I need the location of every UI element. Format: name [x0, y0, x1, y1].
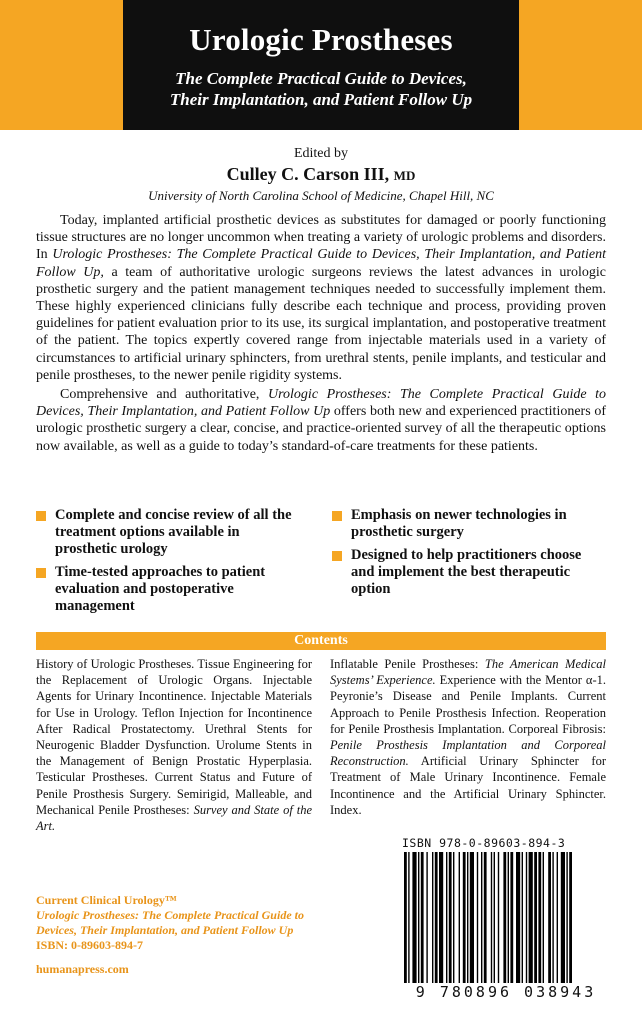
barcode-bar: [534, 852, 537, 984]
contents-column-right: [330, 656, 606, 818]
contents-text: History of Urologic Prostheses. Tissue Engineering for the Replacement of Urologic Organs. Injectable Agents for Urinary Incontinence. Injectable Materials for Use in Urology. Teflon Injection for Incontinence After Radical Prostatectomy. Urethral Stents for Neurogenic Bladder Dysfunction. Urolume Stents in the Management of Benign Prostatic Hyperplasia. Testicular Prostheses. Current Status and Future of Penile Prosthesis Surgery. Semirigid, Malleable, and Mechanical Penile Prostheses:: [36, 657, 312, 817]
barcode-bar: [538, 852, 541, 984]
contents-italic-text: Survey and State of the Art.: [36, 802, 312, 834]
desc-book-title: Urologic Prostheses: The Complete Practical Guide to Devices, Their Implantation, and Patient Follow Up,: [36, 247, 606, 280]
barcode-bar: [510, 852, 513, 984]
title-panel: [123, 0, 519, 130]
edited-by-label: Edited by: [293, 146, 349, 161]
description-paragraph-1: [36, 212, 606, 384]
barcode-bar: [449, 852, 452, 984]
barcode-bar: [548, 852, 551, 984]
series-title-line-2: Devices, Their Implantation, and Patient Follow Up: [36, 923, 294, 937]
barcode-bar: [543, 852, 544, 984]
barcode-bar: [526, 852, 527, 984]
contents-italic-text: Penile Prosthesis Implantation and Corporeal Reconstruction.: [330, 738, 606, 769]
publisher-url[interactable]: humanapress.com: [36, 962, 129, 976]
barcode-bar: [453, 852, 454, 984]
editor-degree: MD: [393, 168, 416, 183]
barcode-bar: [463, 852, 466, 984]
barcode-bar: [467, 852, 468, 984]
contents-text: Artificial Urinary Sphincter for Treatment of Male Urinary Incontinence. Female Incontinence and the Artificial Urinary Sphincter. Index.: [330, 754, 606, 817]
barcode-bar: [494, 852, 495, 984]
barcode-bar: [408, 852, 409, 984]
desc-text: Today, implanted artificial prosthetic devices as substitutes for damaged or poorly functioning tissue structures are no longer uncommon when treating a variety of urologic problems and disorders. In: [36, 213, 606, 263]
barcode-bar: [459, 852, 460, 984]
orange-square-icon: [332, 551, 342, 561]
series-isbn: ISBN: 0-89603-894-7: [36, 938, 143, 952]
barcode-bar: [418, 852, 419, 984]
desc-text: offers both new and experienced practitioners of urologic prosthetic surgery a clear, concise, and practice-oriented survey of all the therapeutic options now available, as well as a guide to today’s standard-of-care treatments for these patients.: [36, 404, 606, 454]
barcode-bar: [503, 852, 506, 984]
barcode-bar: [569, 852, 572, 984]
bullet-item: [332, 507, 608, 541]
barcode-bar: [470, 852, 474, 984]
orange-square-icon: [332, 511, 342, 521]
isbn-label: ISBN 978-0-89603-894-3: [402, 836, 566, 850]
barcode-bar: [477, 852, 478, 984]
barcode-bar: [566, 852, 567, 984]
desc-book-title: Urologic Prostheses: The Complete Practical Guide to Devices, Their Implantation, and Patient Follow Up: [36, 387, 606, 420]
subtitle-line-1: The Complete Practical Guide to Devices,: [175, 69, 467, 88]
barcode-bar: [426, 852, 427, 984]
editor-name-text: Culley C. Carson III,: [226, 164, 390, 184]
editor-affiliation: University of North Carolina School of Medicine, Chapel Hill, NC: [148, 188, 494, 203]
bullet-item: [36, 507, 298, 558]
barcode-bar: [498, 852, 499, 984]
bullet-item: [332, 547, 608, 598]
series-title-line-1: Urologic Prostheses: The Complete Practical Guide to: [36, 908, 304, 922]
barcode-number: 9 780896 038943: [400, 983, 612, 1001]
description-paragraph-2: [36, 386, 606, 455]
description: [36, 212, 606, 455]
barcode-bar: [508, 852, 509, 984]
bullet-text: Designed to help practitioners choose and implement the best therapeutic option: [351, 547, 582, 597]
barcode-bar: [529, 852, 533, 984]
desc-text: Comprehensive and authoritative,: [60, 387, 268, 403]
bullet-text: Emphasis on newer technologies in prosthetic surgery: [351, 507, 567, 540]
barcode-bar: [522, 852, 523, 984]
editor-name: [0, 164, 642, 185]
series-name: Current Clinical Urology™: [36, 893, 177, 907]
barcode-bar: [481, 852, 482, 984]
subtitle-line-2: Their Implantation, and Patient Follow Up: [169, 90, 473, 109]
barcode-bar: [439, 852, 443, 984]
barcode-bar: [516, 852, 520, 984]
bullet-text: Time-tested approaches to patient evaluation and postoperative management: [55, 564, 266, 614]
bullet-column-left: [36, 507, 298, 621]
barcode-bar: [484, 852, 487, 984]
desc-text: a team of authoritative urologic surgeons reviews the latest advances in urologic prosthetic surgery and the patient management techniques needed to successfully implement them. These highly experienced clinicians fully describe each technique and process, providing proven guidelines for patient evaluation prior to its use, its surgical implantation, and postoperative treatment of the patient. The topics expertly covered range from injectable materials used in a variety of circumstances to artificial urinary sphincters, from urethral stents, penile implants, and testicular and penile prostheses, to the newer penile rigidity systems.: [36, 264, 607, 383]
orange-square-icon: [36, 511, 46, 521]
orange-square-icon: [36, 568, 46, 578]
book-title: Urologic Prostheses: [189, 22, 453, 57]
barcode-bar: [435, 852, 438, 984]
contents-italic-text: The American Medical Systems’ Experience.: [330, 657, 606, 688]
book-subtitle: [123, 68, 519, 110]
contents-text: Inflatable Penile Prostheses:: [330, 657, 485, 671]
barcode-bar: [421, 852, 424, 984]
barcode-bar: [491, 852, 492, 984]
barcode-bar: [552, 852, 553, 984]
barcode-bar: [432, 852, 433, 984]
barcode-bar: [404, 852, 407, 984]
contents-column-left: [36, 656, 312, 834]
header-band: [0, 0, 642, 130]
contents-heading: Contents: [36, 632, 606, 650]
barcode-bar: [557, 852, 558, 984]
series-info: [36, 893, 304, 953]
editor-block: [0, 146, 642, 204]
barcode-bar: [412, 852, 416, 984]
bullet-item: [36, 564, 298, 615]
barcode-icon: [400, 852, 612, 1002]
barcode-bar: [446, 852, 447, 984]
bullet-column-right: [332, 507, 608, 604]
contents-text: Experience with the Mentor α-1. Peyronie’s Disease and Penile Implants. Current Approach to Penile Prosthesis Infection. Reoperation for Penile Prosthesis Implantation. Corporeal Fibrosis:: [330, 673, 607, 736]
bullet-text: Complete and concise review of all the treatment options available in prosthetic urology: [55, 507, 292, 557]
barcode-bar: [561, 852, 565, 984]
